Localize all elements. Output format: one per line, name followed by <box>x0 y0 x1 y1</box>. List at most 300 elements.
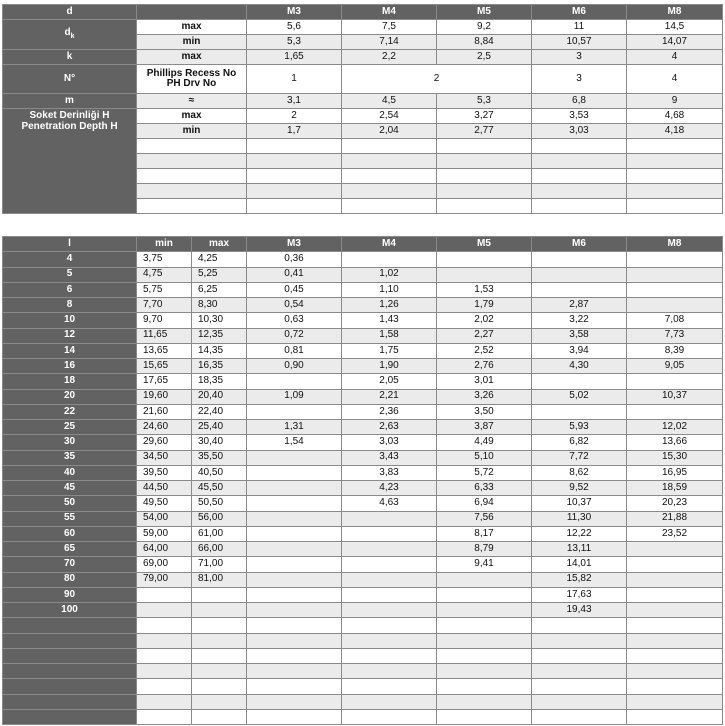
value-cell: 7,56 <box>437 511 532 526</box>
length-label <box>3 679 137 694</box>
size-header: M4 <box>342 237 437 252</box>
table-row <box>3 252 723 267</box>
min-cell: 44,50 <box>137 481 192 496</box>
value-cell: 1,02 <box>342 267 437 282</box>
max-header: max <box>192 237 247 252</box>
max-cell: 81,00 <box>192 572 247 587</box>
size-header: M6 <box>532 5 627 20</box>
max-cell: 30,40 <box>192 435 247 450</box>
value-cell: 5,10 <box>437 450 532 465</box>
value-cell: 2,52 <box>437 343 532 358</box>
max-cell <box>192 633 247 648</box>
value-cell <box>437 664 532 679</box>
value-cell: 3,01 <box>437 374 532 389</box>
length-label: 70 <box>3 557 137 572</box>
max-cell <box>192 587 247 602</box>
length-label: 50 <box>3 496 137 511</box>
value-cell: 1,79 <box>437 298 532 313</box>
length-label: 4 <box>3 252 137 267</box>
d-header: d <box>3 5 137 20</box>
value-cell: 15,82 <box>532 572 627 587</box>
max-cell <box>192 679 247 694</box>
min-header: min <box>137 237 192 252</box>
table-row <box>3 465 723 480</box>
max-cell: 5,25 <box>192 267 247 282</box>
max-cell: 14,35 <box>192 343 247 358</box>
min-cell: 5,75 <box>137 282 192 297</box>
value-cell <box>247 465 342 480</box>
value-cell: 4,23 <box>342 481 437 496</box>
value-cell: 5,93 <box>532 420 627 435</box>
value-cell: 5,02 <box>532 389 627 404</box>
value-cell: 1,09 <box>247 389 342 404</box>
max-cell: 22,40 <box>192 404 247 419</box>
value-cell <box>437 572 532 587</box>
table-row <box>3 435 723 450</box>
table-row <box>3 313 723 328</box>
value-cell: 4,49 <box>437 435 532 450</box>
m-label: m <box>3 94 137 109</box>
max-cell: 8,30 <box>192 298 247 313</box>
max-cell: 40,50 <box>192 465 247 480</box>
table-row <box>3 526 723 541</box>
value-cell: 12,22 <box>532 526 627 541</box>
depth-min-row: min 1,7 2,04 2,77 3,03 4,18 <box>3 124 723 139</box>
value-cell: 6,33 <box>437 481 532 496</box>
max-cell: 45,50 <box>192 481 247 496</box>
value-cell <box>342 694 437 709</box>
value-cell <box>247 511 342 526</box>
length-label: 45 <box>3 481 137 496</box>
value-cell <box>247 679 342 694</box>
table-row <box>3 603 723 618</box>
min-cell: 64,00 <box>137 542 192 557</box>
table-row <box>3 282 723 297</box>
value-cell <box>342 252 437 267</box>
m-row: m ≈ 3,1 4,5 5,3 6,8 9 <box>3 94 723 109</box>
value-cell <box>627 648 723 663</box>
value-cell: 19,43 <box>532 603 627 618</box>
max-cell: 71,00 <box>192 557 247 572</box>
value-cell <box>532 648 627 663</box>
max-cell: 16,35 <box>192 359 247 374</box>
max-cell: 12,35 <box>192 328 247 343</box>
length-label: 30 <box>3 435 137 450</box>
value-cell <box>532 267 627 282</box>
value-cell <box>247 633 342 648</box>
value-cell: 9,41 <box>437 557 532 572</box>
value-cell <box>247 450 342 465</box>
max-cell: 10,30 <box>192 313 247 328</box>
value-cell <box>627 709 723 724</box>
value-cell: 1,31 <box>247 420 342 435</box>
value-cell <box>627 664 723 679</box>
length-label <box>3 633 137 648</box>
size-header: M3 <box>247 237 342 252</box>
value-cell: 8,62 <box>532 465 627 480</box>
value-cell <box>342 511 437 526</box>
length-label <box>3 694 137 709</box>
max-cell <box>192 618 247 633</box>
value-cell: 0,63 <box>247 313 342 328</box>
value-cell: 7,72 <box>532 450 627 465</box>
min-cell: 11,65 <box>137 328 192 343</box>
value-cell <box>627 282 723 297</box>
table-row <box>3 587 723 602</box>
length-label: 65 <box>3 542 137 557</box>
length-label: 25 <box>3 420 137 435</box>
value-cell <box>247 618 342 633</box>
max-cell: 18,35 <box>192 374 247 389</box>
value-cell <box>342 526 437 541</box>
length-label: 90 <box>3 587 137 602</box>
length-header-row <box>3 237 723 252</box>
max-cell: 61,00 <box>192 526 247 541</box>
value-cell <box>342 709 437 724</box>
value-cell <box>627 572 723 587</box>
min-cell: 4,75 <box>137 267 192 282</box>
value-cell: 2,21 <box>342 389 437 404</box>
value-cell: 11,30 <box>532 511 627 526</box>
value-cell <box>247 526 342 541</box>
value-cell: 1,26 <box>342 298 437 313</box>
max-cell: 66,00 <box>192 542 247 557</box>
value-cell: 3,43 <box>342 450 437 465</box>
value-cell <box>437 618 532 633</box>
value-cell <box>532 709 627 724</box>
value-cell <box>247 587 342 602</box>
value-cell: 0,81 <box>247 343 342 358</box>
value-cell <box>247 542 342 557</box>
size-header: M4 <box>342 5 437 20</box>
min-cell: 69,00 <box>137 557 192 572</box>
min-cell: 13,65 <box>137 343 192 358</box>
table-row <box>3 374 723 389</box>
value-cell: 1,43 <box>342 313 437 328</box>
value-cell <box>437 633 532 648</box>
value-cell <box>627 267 723 282</box>
value-cell: 2,76 <box>437 359 532 374</box>
length-label <box>3 709 137 724</box>
value-cell: 6,94 <box>437 496 532 511</box>
empty-row <box>3 664 723 679</box>
length-label: 12 <box>3 328 137 343</box>
value-cell <box>532 694 627 709</box>
max-cell <box>192 694 247 709</box>
value-cell <box>627 404 723 419</box>
min-cell: 17,65 <box>137 374 192 389</box>
value-cell: 1,54 <box>247 435 342 450</box>
value-cell <box>532 374 627 389</box>
value-cell: 12,02 <box>627 420 723 435</box>
min-cell: 49,50 <box>137 496 192 511</box>
value-cell: 5,72 <box>437 465 532 480</box>
l-header: l <box>3 237 137 252</box>
min-cell: 7,70 <box>137 298 192 313</box>
value-cell <box>437 252 532 267</box>
value-cell <box>627 557 723 572</box>
value-cell: 6,82 <box>532 435 627 450</box>
length-label: 10 <box>3 313 137 328</box>
table-row <box>3 267 723 282</box>
length-label: 6 <box>3 282 137 297</box>
max-cell: 50,50 <box>192 496 247 511</box>
length-label: 8 <box>3 298 137 313</box>
size-header: M3 <box>247 5 342 20</box>
value-cell: 7,08 <box>627 313 723 328</box>
table-row <box>3 542 723 557</box>
table-row <box>3 481 723 496</box>
value-cell: 2,63 <box>342 420 437 435</box>
length-label: 40 <box>3 465 137 480</box>
value-cell <box>342 618 437 633</box>
value-cell <box>532 404 627 419</box>
value-cell <box>437 648 532 663</box>
value-cell: 2,87 <box>532 298 627 313</box>
length-label: 100 <box>3 603 137 618</box>
max-cell: 35,50 <box>192 450 247 465</box>
size-header: M5 <box>437 5 532 20</box>
value-cell <box>532 633 627 648</box>
empty-row <box>3 709 723 724</box>
value-cell: 3,83 <box>342 465 437 480</box>
value-cell <box>627 542 723 557</box>
min-cell: 29,60 <box>137 435 192 450</box>
value-cell <box>247 374 342 389</box>
table-row <box>3 389 723 404</box>
min-cell: 9,70 <box>137 313 192 328</box>
min-cell <box>137 633 192 648</box>
length-label: 35 <box>3 450 137 465</box>
value-cell <box>247 709 342 724</box>
min-cell <box>137 618 192 633</box>
min-cell <box>137 694 192 709</box>
value-cell: 9,52 <box>532 481 627 496</box>
value-cell <box>627 603 723 618</box>
value-cell <box>247 481 342 496</box>
value-cell: 10,37 <box>532 496 627 511</box>
value-cell <box>342 572 437 587</box>
value-cell: 1,10 <box>342 282 437 297</box>
value-cell: 3,50 <box>437 404 532 419</box>
value-cell <box>437 694 532 709</box>
max-cell: 20,40 <box>192 389 247 404</box>
value-cell <box>342 633 437 648</box>
dk-min-row: min 5,3 7,14 8,84 10,57 14,07 <box>3 35 723 50</box>
value-cell <box>532 252 627 267</box>
min-cell <box>137 679 192 694</box>
recess-label: Phillips Recess No PH Drv No <box>137 65 247 94</box>
value-cell <box>532 679 627 694</box>
value-cell: 3,26 <box>437 389 532 404</box>
value-cell <box>627 252 723 267</box>
length-label: 18 <box>3 374 137 389</box>
value-cell <box>342 587 437 602</box>
value-cell <box>627 587 723 602</box>
length-label <box>3 618 137 633</box>
length-label: 20 <box>3 389 137 404</box>
size-header: M8 <box>627 237 723 252</box>
max-cell: 25,40 <box>192 420 247 435</box>
table-row <box>3 572 723 587</box>
value-cell <box>532 618 627 633</box>
value-cell <box>532 282 627 297</box>
value-cell: 1,58 <box>342 328 437 343</box>
table-row <box>3 343 723 358</box>
min-cell <box>137 603 192 618</box>
max-cell: 4,25 <box>192 252 247 267</box>
value-cell: 16,95 <box>627 465 723 480</box>
value-cell: 2,27 <box>437 328 532 343</box>
length-label: 14 <box>3 343 137 358</box>
value-cell: 10,37 <box>627 389 723 404</box>
value-cell: 1,53 <box>437 282 532 297</box>
length-label <box>3 664 137 679</box>
value-cell: 13,66 <box>627 435 723 450</box>
value-cell <box>247 496 342 511</box>
value-cell <box>342 679 437 694</box>
value-cell: 8,39 <box>627 343 723 358</box>
value-cell: 0,45 <box>247 282 342 297</box>
value-cell <box>627 374 723 389</box>
empty-row <box>3 694 723 709</box>
value-cell <box>247 664 342 679</box>
value-cell: 0,90 <box>247 359 342 374</box>
min-cell: 59,00 <box>137 526 192 541</box>
min-cell: 21,60 <box>137 404 192 419</box>
empty-row <box>3 679 723 694</box>
value-cell: 0,41 <box>247 267 342 282</box>
table-row <box>3 359 723 374</box>
no-label: N° <box>3 65 137 94</box>
min-cell <box>137 709 192 724</box>
value-cell <box>342 648 437 663</box>
dimensions-table <box>2 4 723 214</box>
value-cell <box>627 298 723 313</box>
value-cell <box>437 587 532 602</box>
value-cell <box>342 557 437 572</box>
value-cell <box>247 648 342 663</box>
value-cell: 4,30 <box>532 359 627 374</box>
empty-row <box>3 633 723 648</box>
max-cell: 56,00 <box>192 511 247 526</box>
length-label: 55 <box>3 511 137 526</box>
value-cell <box>342 664 437 679</box>
value-cell: 0,54 <box>247 298 342 313</box>
max-cell <box>192 603 247 618</box>
k-row: k max 1,65 2,2 2,5 3 4 <box>3 50 723 65</box>
table-row <box>3 328 723 343</box>
max-cell: 6,25 <box>192 282 247 297</box>
value-cell: 17,63 <box>532 587 627 602</box>
value-cell <box>247 603 342 618</box>
empty-row <box>3 648 723 663</box>
table-row <box>3 404 723 419</box>
value-cell: 2,36 <box>342 404 437 419</box>
value-cell: 3,94 <box>532 343 627 358</box>
value-cell <box>437 679 532 694</box>
value-cell: 7,73 <box>627 328 723 343</box>
value-cell: 13,11 <box>532 542 627 557</box>
table-row <box>3 511 723 526</box>
value-cell <box>532 664 627 679</box>
length-label: 80 <box>3 572 137 587</box>
min-cell <box>137 664 192 679</box>
value-cell <box>342 603 437 618</box>
value-cell: 0,72 <box>247 328 342 343</box>
value-cell <box>342 542 437 557</box>
dk-label: $d_k$ <box>3 20 137 50</box>
value-cell: 9,05 <box>627 359 723 374</box>
length-label: 16 <box>3 359 137 374</box>
depth-label: Soket Derinliği H Penetration Depth H <box>3 109 137 214</box>
recess-row: N° Phillips Recess No PH Drv No 1 2 3 4 <box>3 65 723 94</box>
size-header: M5 <box>437 237 532 252</box>
table-row <box>3 496 723 511</box>
value-cell <box>437 709 532 724</box>
dk-max-row: $d_k$ max 5,6 7,5 9,2 11 14,5 <box>3 20 723 35</box>
value-cell <box>627 633 723 648</box>
k-label: k <box>3 50 137 65</box>
max-cell <box>192 709 247 724</box>
max-cell <box>192 664 247 679</box>
min-cell: 34,50 <box>137 450 192 465</box>
min-cell: 54,00 <box>137 511 192 526</box>
value-cell: 2,05 <box>342 374 437 389</box>
value-cell: 3,03 <box>342 435 437 450</box>
length-label: 60 <box>3 526 137 541</box>
value-cell <box>437 603 532 618</box>
header-row <box>3 5 723 20</box>
table-row <box>3 420 723 435</box>
value-cell: 3,87 <box>437 420 532 435</box>
length-label: 22 <box>3 404 137 419</box>
table-row <box>3 557 723 572</box>
value-cell: 0,36 <box>247 252 342 267</box>
value-cell <box>247 557 342 572</box>
value-cell: 8,79 <box>437 542 532 557</box>
value-cell: 3,22 <box>532 313 627 328</box>
size-header: M8 <box>627 5 723 20</box>
value-cell <box>247 694 342 709</box>
value-cell <box>627 694 723 709</box>
value-cell <box>627 618 723 633</box>
value-cell <box>437 267 532 282</box>
value-cell: 8,17 <box>437 526 532 541</box>
size-header: M6 <box>532 237 627 252</box>
value-cell: 18,59 <box>627 481 723 496</box>
table-row <box>3 298 723 313</box>
min-cell <box>137 648 192 663</box>
min-cell: 19,60 <box>137 389 192 404</box>
length-label <box>3 648 137 663</box>
value-cell: 3,58 <box>532 328 627 343</box>
value-cell: 20,23 <box>627 496 723 511</box>
value-cell: 15,30 <box>627 450 723 465</box>
max-cell <box>192 648 247 663</box>
min-cell: 24,60 <box>137 420 192 435</box>
depth-max-row: Soket Derinliği H Penetration Depth H max 2 2,54 3,27 3,53 4,68 <box>3 109 723 124</box>
value-cell <box>247 404 342 419</box>
value-cell <box>627 679 723 694</box>
min-cell: 79,00 <box>137 572 192 587</box>
value-cell: 1,75 <box>342 343 437 358</box>
value-cell: 14,01 <box>532 557 627 572</box>
value-cell: 21,88 <box>627 511 723 526</box>
min-cell: 15,65 <box>137 359 192 374</box>
value-cell: 23,52 <box>627 526 723 541</box>
value-cell: 1,90 <box>342 359 437 374</box>
